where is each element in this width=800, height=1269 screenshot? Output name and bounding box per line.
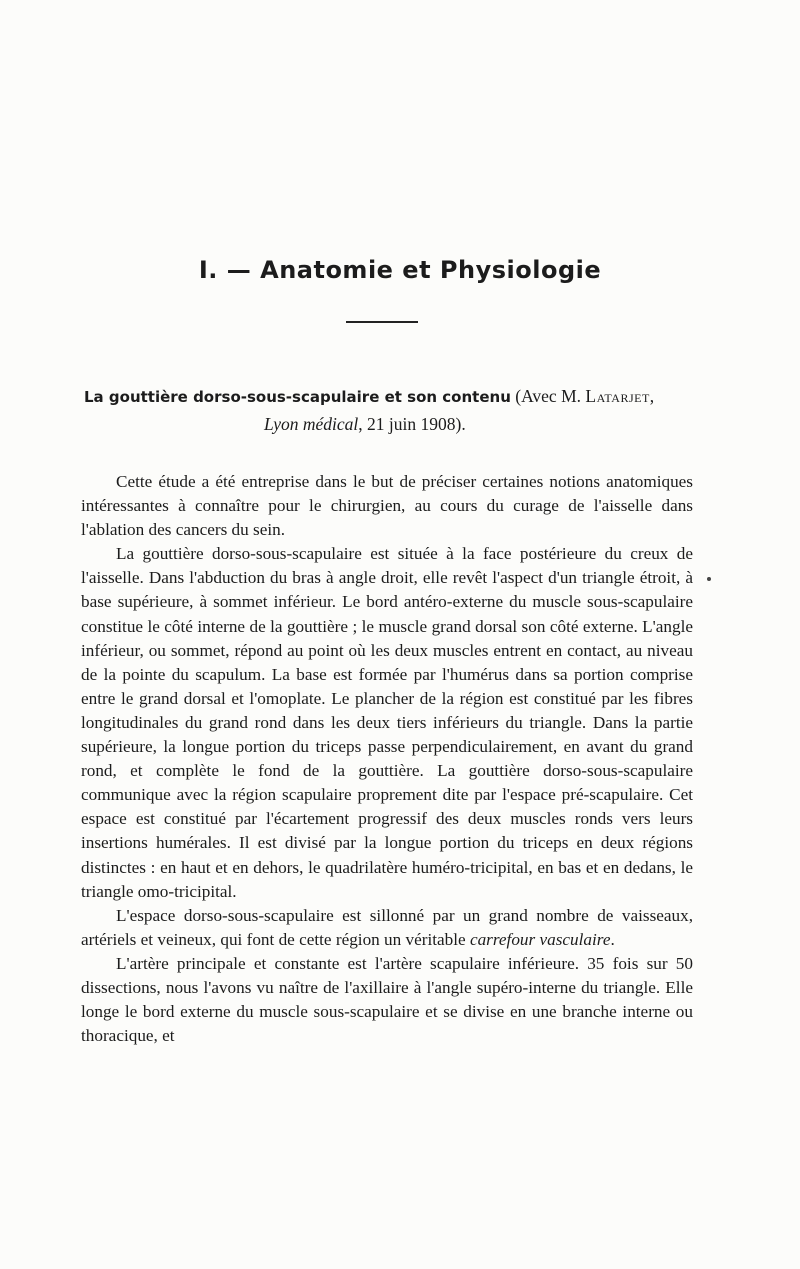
paragraph-4: L'artère principale et constante est l'artère scapulaire inférieure. 35 fois sur 50 dissections, nous l'avons vu naître de l'axillaire à l'angle supéro-interne du triangle. Elle longe le bord externe du muscle sous-scapulaire et se divise en une branche interne ou thoracique, et <box>81 953 693 1046</box>
citation-date: , 21 juin 1908). <box>358 414 466 434</box>
citation-coauthor: Latarjet <box>585 386 650 406</box>
article-body <box>81 470 693 1048</box>
title-divider <box>346 321 418 323</box>
citation-open: (Avec M. <box>510 386 586 406</box>
article-heading <box>84 383 694 438</box>
article-title: La gouttière dorso-sous-scapulaire et son contenu <box>84 388 511 406</box>
paragraph-3-text: L'espace dorso-sous-scapulaire est sillonné par un grand nombre de vaisseaux, artériels et veineux, qui font de cette région un véritable <box>81 905 693 949</box>
print-speck <box>707 577 711 581</box>
citation-comma: , <box>649 386 655 406</box>
paragraph-1: Cette étude a été entreprise dans le but de préciser certaines notions anatomiques intéressantes à connaître pour le chirurgien, au cours du curage de l'aisselle dans l'ablation des cancers du sein. <box>81 472 693 540</box>
citation-journal: Lyon médical <box>264 414 359 434</box>
paragraph-3-end: . <box>610 929 615 949</box>
paragraph-3 <box>81 904 693 952</box>
paragraph-3-italic: carrefour vasculaire <box>469 929 611 949</box>
paragraph-2: La gouttière dorso-sous-scapulaire est située à la face postérieure du creux de l'aisselle. Dans l'abduction du bras à angle droit, elle revêt l'aspect d'un triangle étroit, à base supérieure, à sommet inférieur. Le bord antéro-externe du muscle sous-scapulaire constitue le côté interne de la gouttière ; le muscle grand dorsal son côté externe. L'angle inférieur, ou sommet, répond au point où les deux muscles entrent en contact, au niveau de la pointe du scapulum. La base est formée par l'humérus dans sa portion comprise entre le grand dorsal et l'omoplate. Le plancher de la région est constitué par les fibres longitudinales du grand rond dans les deux tiers inférieurs du triangle. Dans la partie supérieure, la longue portion du triceps passe perpendiculairement, en avant du grand rond, et complète le fond de la gouttière. La gouttière dorso-sous-scapulaire communique avec la région scapulaire proprement dite par l'espace pré-scapulaire. Cet espace est constitué par l'écartement progressif des deux muscles ronds vers leurs insertions humérales. Il est divisé par la longue portion du triceps en deux régions distinctes : en haut et en dehors, le quadrilatère huméro-tricipital, en bas et en dedans, le triangle omo-tricipital. <box>81 544 693 901</box>
chapter-title: I. — Anatomie et Physiologie <box>198 256 602 284</box>
citation-source <box>84 411 694 438</box>
